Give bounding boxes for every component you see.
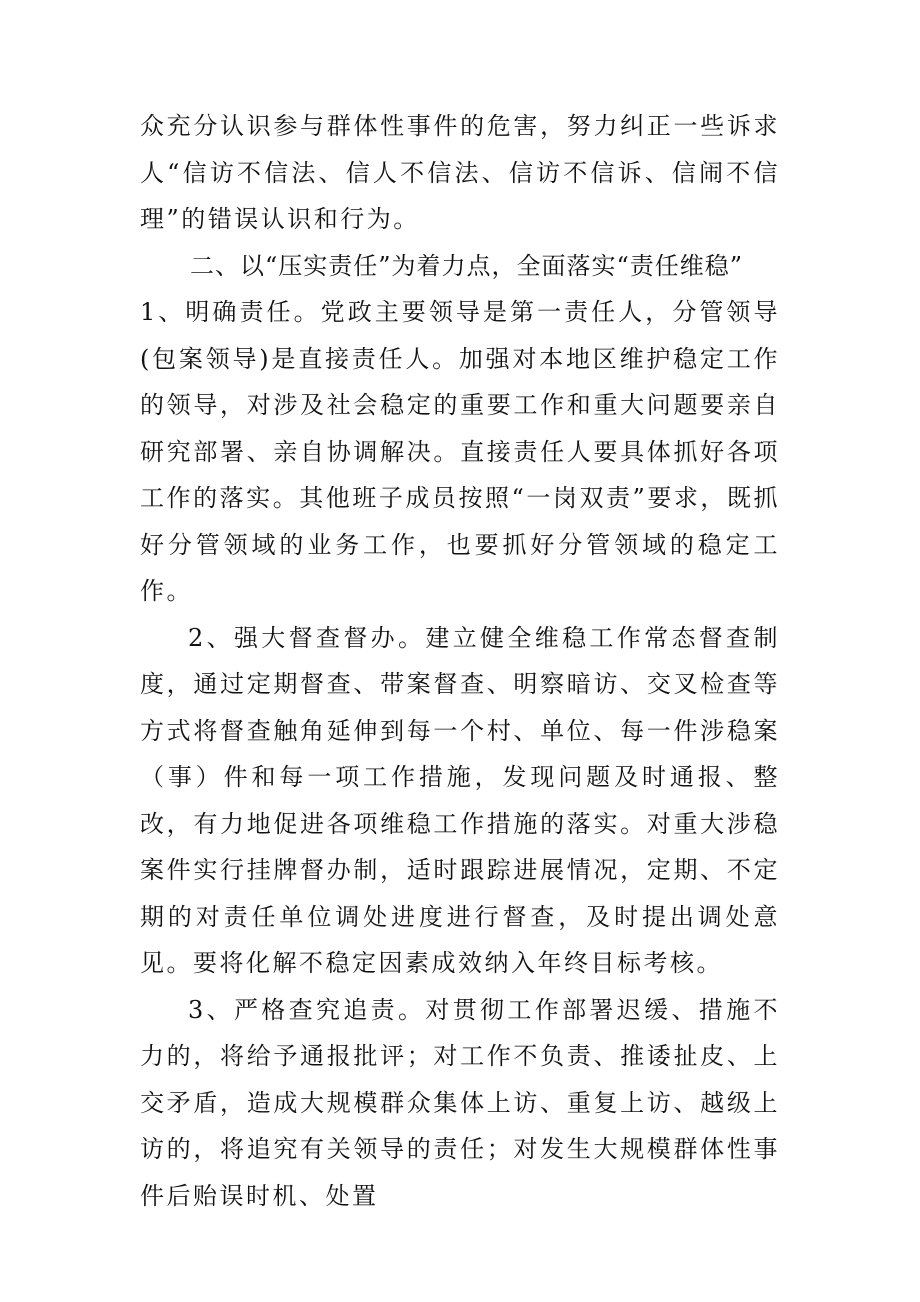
paragraph-item-1: 1、明确责任。党政主要领导是第一责任人，分管领导(包案领导)是直接责任人。加强对本地区维护稳定工作的领导，对涉及社会稳定的重要工作和重大问题要亲自研究部署、亲自协调解决。直接责任人要具体抓好各项工作的落实。其他班子成员按照“一岗双责”要求，既抓好分管领域的业务工作，也要抓好分管领域的稳定工作。 xyxy=(140,298,780,605)
document-page xyxy=(140,103,780,1219)
paragraph-item-3: 3、严格查究追责。对贯彻工作部署迟缓、措施不力的，将给予通报批评；对工作不负责、推诿扯皮、上交矛盾，造成大规模群众集体上访、重复上访、越级上访的，将追究有关领导的责任；对发生大规模群体性事件后贻误时机、处置 xyxy=(140,995,780,1210)
paragraph-item-2: 2、强大督查督办。建立健全维稳工作常态督查制度，通过定期督查、带案督查、明察暗访、交叉检查等方式将督查触角延伸到每一个村、单位、每一件涉稳案（事）件和每一项工作措施，发现问题及时通报、整改，有力地促进各项维稳工作措施的落实。对重大涉稳案件实行挂牌督办制，适时跟踪进展情况，定期、不定期的对责任单位调处进度进行督查，及时提出调处意见。要将化解不稳定因素成效纳入年终目标考核。 xyxy=(140,623,780,977)
section-heading: 二、以“压实责任”为着力点，全面落实“责任维稳” xyxy=(190,251,744,280)
paragraph-continuation: 众充分认识参与群体性事件的危害，努力纠正一些诉求人“信访不信法、信人不信法、信访不信诉、信闹不信理”的错误认识和行为。 xyxy=(140,112,780,233)
